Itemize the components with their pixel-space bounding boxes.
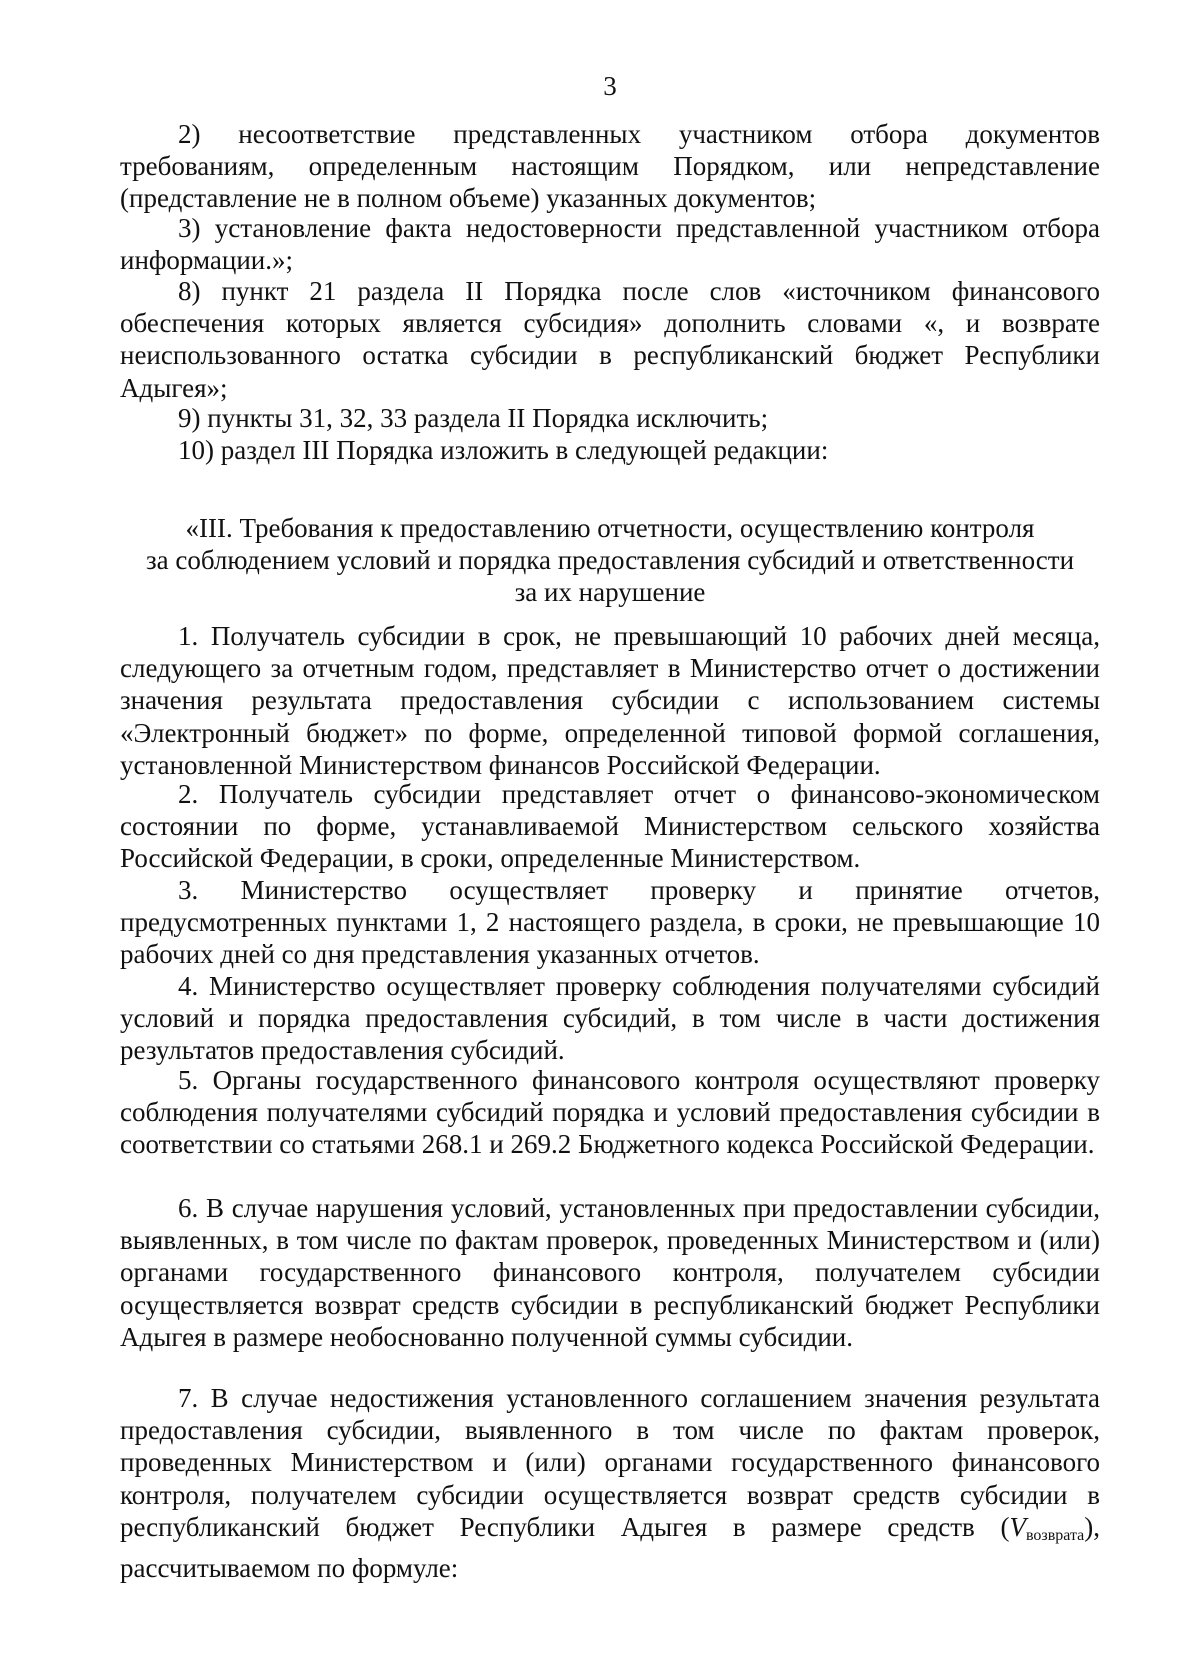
formula-open-paren: (: [1000, 1511, 1010, 1542]
document-page: [120, 0, 1100, 1680]
clause-6: 6. В случае нарушения условий, установленных при предоставлении субсидии, выявленных, в том числе по фактам проверок, проведенных Министерством и (или) органами государственного финансового контроля, получателем субсидии осуществляется возврат средств субсидии в республиканский бюджет Республики Адыгея в размере необоснованно полученной суммы субсидии.: [120, 1193, 1100, 1352]
clause-7: [120, 1382, 1100, 1584]
section-title-line-3: за их нарушение: [514, 577, 706, 608]
clause-2: 2. Получатель субсидии представляет отчет о финансово-экономическом состоянии по форме, устанавливаемой Министерством сельского хозяйства Российской Федерации, в сроки, определенные Министерством.: [120, 779, 1100, 874]
page-number: 3: [603, 71, 617, 101]
paragraph-item-9: 9) пункты 31, 32, 33 раздела II Порядка исключить;: [178, 403, 769, 433]
section-title-line-1: «III. Требования к предоставлению отчетности, осуществлению контроля: [185, 513, 1035, 543]
clause-7-text: 7. В случае недостижения установленного соглашением значения результата предоставления субсидии, выявленного в том числе по фактам проверок, проведенных Министерством и (или) органами государственного финансового контроля, получателем субсидии осуществляется возврат средств субсидии в республиканский бюджет Республики Адыгея в размере средств: [120, 1383, 1100, 1542]
paragraph-item-10: 10) раздел III Порядка изложить в следующей редакции:: [178, 435, 829, 465]
section-title-line-2: за соблюдением условий и порядка предоставления субсидий и ответственности: [145, 545, 1075, 576]
paragraph-item-3: 3) установление факта недостоверности представленной участником отбора информации.»;: [120, 213, 1100, 276]
formula-subscript: возврата: [1025, 1526, 1085, 1544]
clause-3: 3. Министерство осуществляет проверку и принятие отчетов, предусмотренных пунктами 1, 2 настоящего раздела, в сроки, не превышающие 10 рабочих дней со дня представления указанных отчетов.: [120, 875, 1100, 970]
formula-symbol-v: V: [1009, 1511, 1026, 1542]
section-title: [120, 512, 1100, 609]
clause-5: 5. Органы государственного финансового контроля осуществляют проверку соблюдения получателями субсидий порядка и условий предоставления субсидии в соответствии со статьями 268.1 и 269.2 Бюджетного кодекса Российской Федерации.: [120, 1065, 1100, 1160]
clause-7-tail: ), рассчитываемом по формуле:: [120, 1511, 1101, 1584]
clause-1: 1. Получатель субсидии в срок, не превышающий 10 рабочих дней месяца, следующего за отчетным годом, представляет в Министерство отчет о достижении значения результата предоставления субсидии с использованием системы «Электронный бюджет» по форме, определенной типовой формой соглашения, установленной Министерством финансов Российской Федерации.: [120, 621, 1100, 780]
clause-4: 4. Министерство осуществляет проверку соблюдения получателями субсидий условий и порядка предоставления субсидий, в том числе в части достижения результатов предоставления субсидий.: [120, 971, 1100, 1066]
paragraph-item-8: 8) пункт 21 раздела II Порядка после слов «источником финансового обеспечения которых является субсидия» дополнить словами «, и возврате неиспользованного остатка субсидии в республиканский бюджет Республики Адыгея»;: [120, 276, 1100, 403]
paragraph-item-2: 2) несоответствие представленных участником отбора документов требованиям, определенным настоящим Порядком, или непредставление (представление не в полном объеме) указанных документов;: [120, 119, 1100, 214]
